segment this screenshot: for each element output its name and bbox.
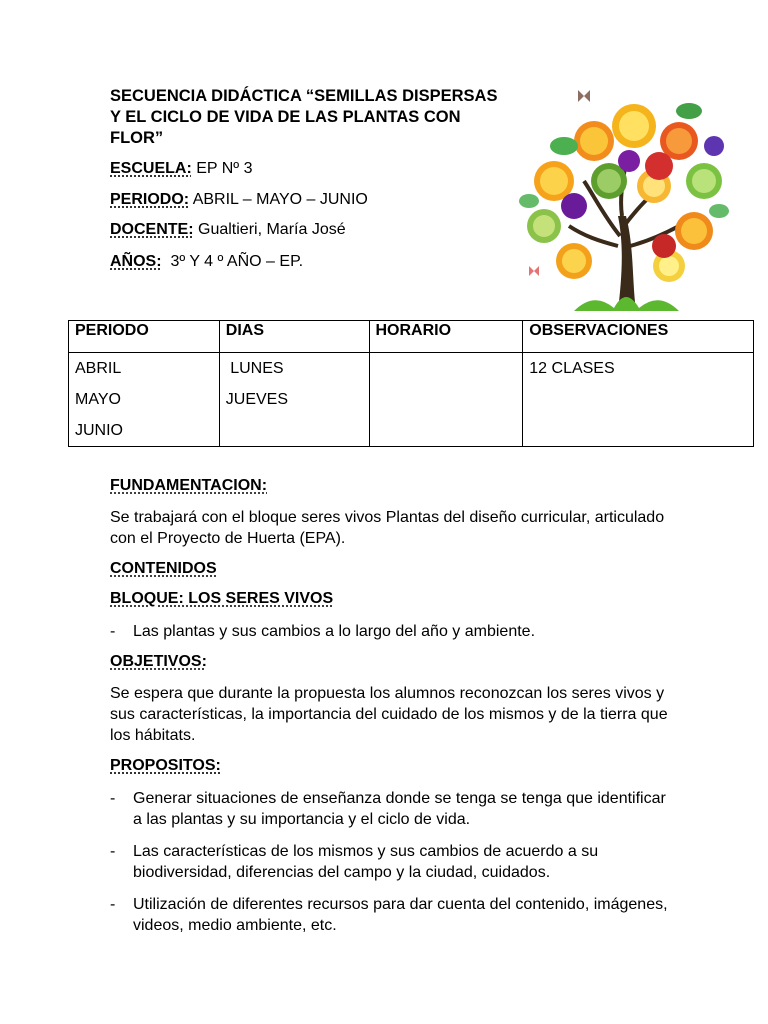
field-value: ABRIL – MAYO – JUNIO [189, 191, 368, 208]
field-value: Gualtieri, María José [193, 221, 346, 238]
field-value: 3º Y 4 º AÑO – EP. [161, 253, 304, 270]
field-value: EP Nº 3 [191, 160, 253, 177]
section-heading-fundamentacion: FUNDAMENTACION: [110, 477, 268, 494]
list-item [110, 788, 670, 830]
dia-item: LUNES [225, 360, 284, 377]
col-header-periodo: PERIODO [69, 321, 220, 353]
periodo-month: JUNIO [75, 422, 123, 439]
list-item-text: Utilización de diferentes recursos para dar cuenta del contenido, imágenes, videos, medio ambiente, etc. [133, 896, 668, 934]
dia-item: JUEVES [225, 391, 289, 408]
fruit-tree-icon [514, 86, 732, 316]
bullet-dash: - [110, 896, 116, 913]
field-label: PERIODO: [110, 191, 190, 208]
col-header-horario: HORARIO [369, 321, 523, 353]
list-item [110, 894, 670, 936]
periodo-month: ABRIL [75, 360, 122, 377]
field-periodo [110, 190, 368, 210]
cell-observaciones [523, 353, 754, 447]
cell-horario [369, 353, 523, 447]
table-header-row [69, 321, 754, 353]
list-item-text: Las características de los mismos y sus cambios de acuerdo a su biodiversidad, diferencias del campo y la ciudad, cuidados. [133, 843, 599, 881]
bullet-dash: - [110, 843, 116, 860]
bullet-dash: - [110, 790, 116, 807]
observaciones-value: 12 CLASES [529, 360, 615, 377]
field-docente [110, 220, 346, 240]
cell-dias [219, 353, 369, 447]
section-heading-bloque: BLOQUE: LOS SERES VIVOS [110, 590, 334, 607]
section-heading-contenidos: CONTENIDOS [110, 560, 217, 577]
section-heading-objetivos: OBJETIVOS: [110, 653, 207, 670]
list-item-text: Las plantas y sus cambios a lo largo del año y ambiente. [133, 623, 536, 640]
bullet-dash: - [110, 623, 116, 640]
section-heading-propositos: PROPOSITOS: [110, 757, 221, 774]
field-label: AÑOS: [110, 253, 162, 270]
field-anos [110, 252, 303, 272]
periodo-month: MAYO [75, 391, 121, 408]
col-header-dias: DIAS [219, 321, 369, 353]
cell-periodo [69, 353, 220, 447]
field-label: DOCENTE: [110, 221, 194, 238]
list-item-text: Generar situaciones de enseñanza donde se tenga se tenga que identificar a las plantas y su importancia y el ciclo de vida. [133, 790, 666, 828]
field-escuela [110, 159, 252, 179]
table-row [69, 353, 754, 447]
field-label: ESCUELA: [110, 160, 192, 177]
document-title: SECUENCIA DIDÁCTICA “SEMILLAS DISPERSAS Y EL CICLO DE VIDA DE LAS PLANTAS CON FLOR” [110, 87, 498, 147]
schedule-table [68, 320, 754, 447]
list-item [110, 621, 670, 642]
objetivos-text: Se espera que durante la propuesta los alumnos reconozcan los seres vivos y sus características, la importancia del cuidado de los mismos y de la tierra que los hábitats. [110, 685, 668, 744]
col-header-observaciones: OBSERVACIONES [523, 321, 754, 353]
list-item [110, 841, 670, 883]
fundamentacion-text: Se trabajará con el bloque seres vivos Plantas del diseño curricular, articulado con el Proyecto de Huerta (EPA). [110, 509, 665, 547]
